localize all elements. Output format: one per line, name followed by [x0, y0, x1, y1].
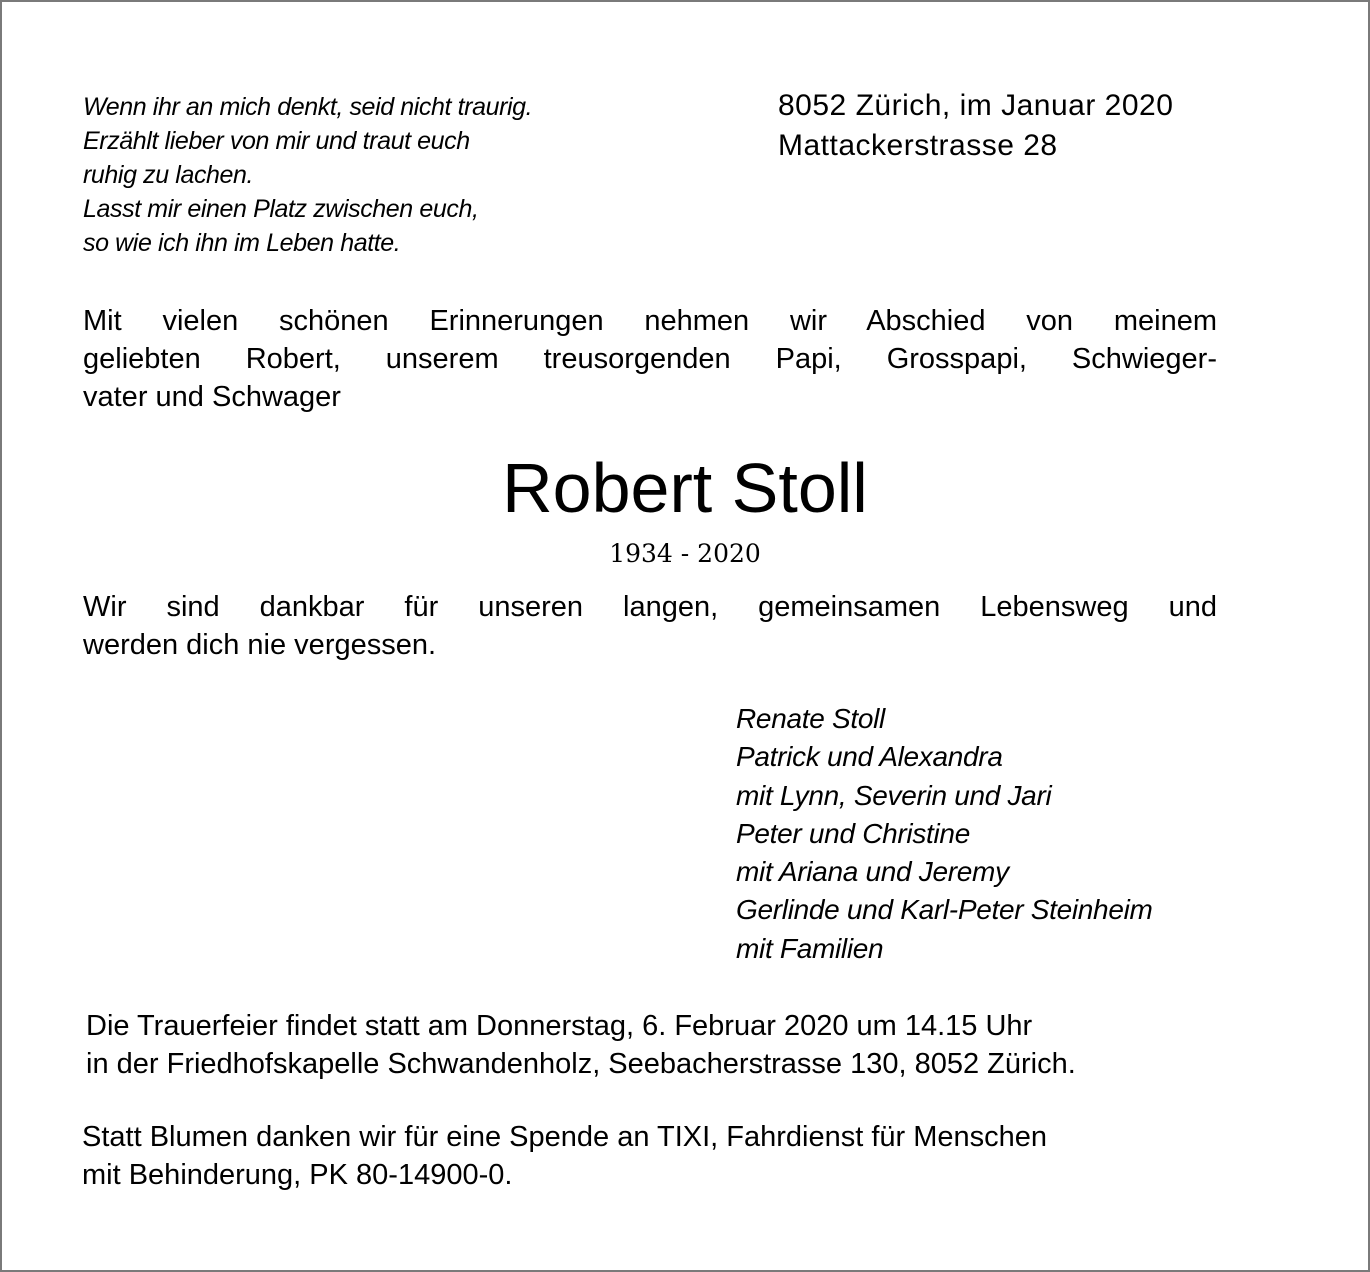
poem-line: Wenn ihr an mich denkt, seid nicht traurig. — [83, 93, 533, 121]
mourner: Renate Stoll — [736, 703, 885, 734]
mourner: mit Ariana und Jeremy — [736, 856, 1009, 888]
intro-paragraph — [83, 302, 1217, 416]
donation-notice — [82, 1118, 1047, 1194]
mourner: mit Familien — [736, 932, 884, 964]
poem-line: Lasst mir einen Platz zwischen euch, — [83, 195, 479, 223]
poem-line: so wie ich ihn im Leben hatte. — [83, 229, 401, 257]
thanks-line: Wir sind dankbar für unseren langen, gemeinsamen Lebensweg und — [83, 591, 1217, 623]
funeral-notice — [86, 1007, 1076, 1083]
poem — [83, 90, 532, 260]
place-date-address — [778, 86, 1173, 166]
funeral-line: in der Friedhofskapelle Schwandenholz, Seebacherstrasse 130, 8052 Zürich. — [86, 1048, 1076, 1080]
poem-line: Erzählt lieber von mir und traut euch — [83, 127, 470, 155]
mourner: Peter und Christine — [736, 817, 970, 849]
thanks-line: werden dich nie vergessen. — [83, 629, 437, 661]
life-years: 1934 - 2020 — [609, 539, 761, 568]
mourners-list — [736, 700, 1153, 968]
mourner: Gerlinde und Karl-Peter Steinheim — [736, 894, 1153, 926]
thanks-paragraph — [83, 588, 1217, 664]
deceased-name: Robert Stoll — [502, 449, 868, 527]
mourner: mit Lynn, Severin und Jari — [736, 779, 1052, 811]
intro-line: Mit vielen schönen Erinnerungen nehmen wir Abschied von meinem — [83, 305, 1217, 337]
poem-line: ruhig zu lachen. — [83, 161, 254, 189]
mourner: Patrick und Alexandra — [736, 741, 1003, 773]
street-address: Mattackerstrasse 28 — [778, 129, 1058, 162]
intro-line: vater und Schwager — [83, 381, 341, 413]
donation-line: Statt Blumen danken wir für eine Spende an TIXI, Fahrdienst für Menschen — [82, 1121, 1048, 1153]
donation-line: mit Behinderung, PK 80-14900-0. — [82, 1159, 513, 1191]
intro-line: geliebten Robert, unserem treusorgenden Papi, Grosspapi, Schwieger- — [83, 343, 1217, 375]
funeral-line: Die Trauerfeier findet statt am Donnerstag, 6. Februar 2020 um 14.15 Uhr — [86, 1010, 1033, 1042]
place-date: 8052 Zürich, im Januar 2020 — [778, 89, 1174, 122]
